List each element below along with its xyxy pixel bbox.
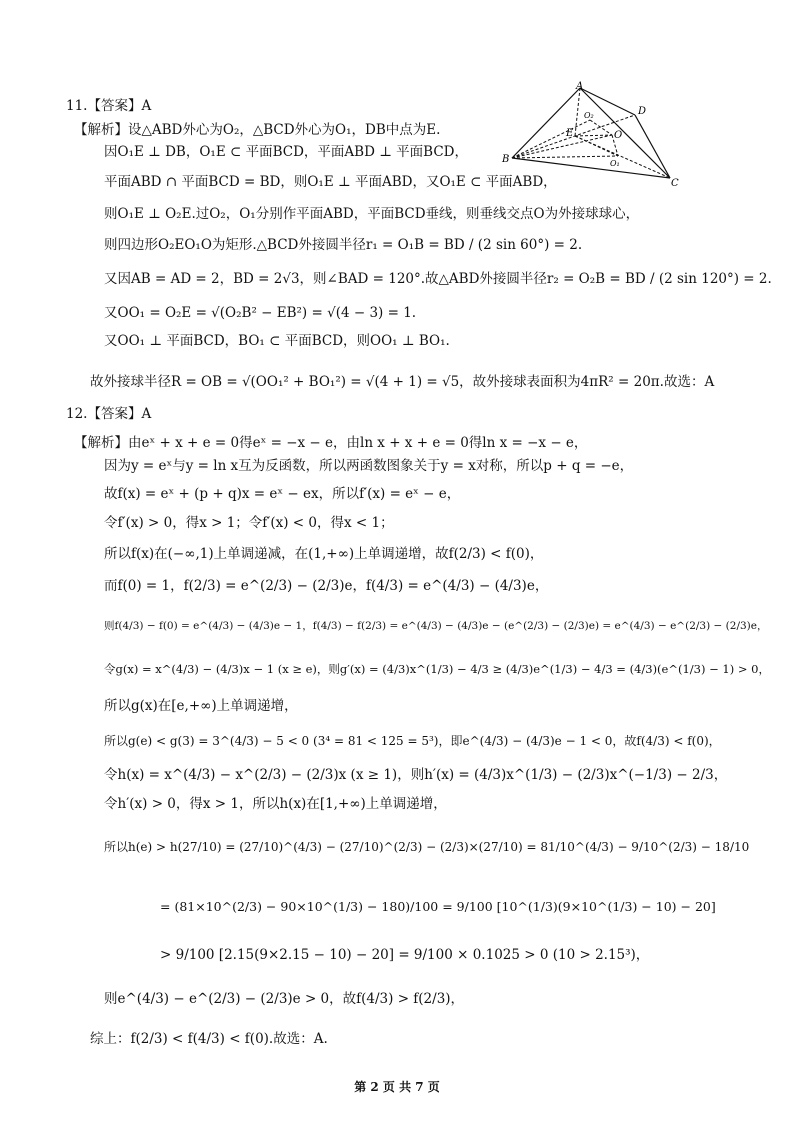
p11-answer: 11.【答案】A <box>66 98 152 114</box>
label-D: D <box>638 106 647 117</box>
edge-BC <box>512 158 670 178</box>
tetrahedron-figure <box>500 80 690 190</box>
label-O2: O₂ <box>584 111 594 120</box>
p11-line-4: 则O₁E ⊥ O₂E.过O₂，O₁分别作平面ABD，平面BCD垂线，则垂线交点O为外接球球心， <box>104 206 640 222</box>
label-O1: O₁ <box>610 159 620 168</box>
label-O: O <box>614 130 623 141</box>
seg-BO2 <box>512 120 590 158</box>
seg-AE <box>575 88 580 136</box>
edge-AB <box>512 88 580 158</box>
label-C: C <box>671 178 679 189</box>
page-footer: 第 2 页 共 7 页 <box>354 1080 440 1094</box>
p12-answer: 12.【答案】A <box>66 406 152 422</box>
label-A: A <box>576 81 584 92</box>
p12-line-15: > 9/100 [2.15(9×2.15 − 10) − 20] = 9/100 × 0.1025 > 0 (10 > 2.15³)， <box>160 947 650 963</box>
label-B: B <box>502 154 510 165</box>
p12-line-4: 令f′(x) > 0，得x > 1；令f′(x) < 0，得x < 1； <box>104 515 394 531</box>
p12-line-3: 故f(x) = eˣ + (p + q)x = eˣ − ex，所以f′(x) = eˣ − e， <box>104 486 461 502</box>
p11-line-2: 因O₁E ⊥ DB，O₁E ⊂ 平面BCD，平面ABD ⊥ 平面BCD， <box>104 144 469 160</box>
p12-line-5: 所以f(x)在(−∞,1)上单调递减，在(1,+∞)上单调递增，故f(2/3) < f(0)， <box>104 546 544 562</box>
edge-AC <box>580 88 670 178</box>
p11-line-6: 又因AB = AD = 2，BD = 2√3，则∠BAD = 120°.故△ABD外接圆半径r₂ = O₂B = BD / (2 sin 120°) = 2. <box>104 271 772 287</box>
p12-line-7: 则f(4/3) − f(0) = e^(4/3) − (4/3)e − 1，f(4/3) − f(2/3) = e^(4/3) − (4/3)e − (e^(2/3) − (2/3)e) = e^(4/3) − e^(2/3) − (2/3)e， <box>104 620 768 632</box>
p11-line-5: 则四边形O₂EO₁O为矩形.△BCD外接圆半径r₁ = O₁B = BD / (2 sin 60°) = 2. <box>104 237 583 253</box>
label-E: E <box>566 128 574 139</box>
p12-line-8: 令g(x) = x^(4/3) − (4/3)x − 1 (x ≥ e)，则g′(x) = (4/3)x^(1/3) − 4/3 ≥ (4/3)e^(1/3) − 4/3 = (4/3)(e^(1/3) − 1) > 0， <box>104 662 770 676</box>
p11-line-9: 故外接球半径R = OB = √(OO₁² + BO₁²) = √(4 + 1) = √5，故外接球表面积为4πR² = 20π.故选：A <box>90 374 715 390</box>
p12-line-1: 【解析】由eˣ + x + e = 0得eˣ = −x − e，由ln x + x + e = 0得ln x = −x − e， <box>74 435 588 451</box>
p11-line-8: 又OO₁ ⊥ 平面BCD，BO₁ ⊂ 平面BCD，则OO₁ ⊥ BO₁. <box>104 333 450 349</box>
p12-line-17: 综上：f(2/3) < f(4/3) < f(0).故选：A. <box>90 1031 328 1047</box>
p12-line-14: = (81×10^(2/3) − 90×10^(1/3) − 180)/100 = 9/100 [10^(1/3)(9×10^(1/3) − 10) − 20] <box>160 899 716 914</box>
p12-line-10: 所以g(e) < g(3) = 3^(4/3) − 5 < 0 (3⁴ = 81 < 125 = 5³)，即e^(4/3) − (4/3)e − 1 < 0，故f(4/3) < f(0)， <box>104 734 721 748</box>
p12-line-13: 所以h(e) > h(27/10) = (27/10)^(4/3) − (27/10)^(2/3) − (2/3)×(27/10) = 81/10^(4/3) − 9/10^(2/3) − 18/10 <box>104 840 750 854</box>
seg-O2O <box>590 120 612 135</box>
p12-line-6: 而f(0) = 1，f(2/3) = e^(2/3) − (2/3)e，f(4/3) = e^(4/3) − (4/3)e， <box>104 578 549 594</box>
p12-line-11: 令h(x) = x^(4/3) − x^(2/3) − (2/3)x (x ≥ 1)，则h′(x) = (4/3)x^(1/3) − (2/3)x^(−1/3) − 2/3， <box>104 767 728 783</box>
p12-line-2: 因为y = eˣ与y = ln x互为反函数，所以两函数图象关于y = x对称，所以p + q = −e， <box>104 458 634 474</box>
p12-line-12: 令h′(x) > 0，得x > 1，所以h(x)在[1,+∞)上单调递增， <box>104 796 447 812</box>
p12-line-16: 则e^(4/3) − e^(2/3) − (2/3)e > 0，故f(4/3) > f(2/3)， <box>104 991 465 1007</box>
p11-line-1: 【解析】设△ABD外心为O₂，△BCD外心为O₁，DB中点为E. <box>74 122 441 138</box>
edge-DC <box>635 115 670 178</box>
p11-line-7: 又OO₁ = O₂E = √(O₂B² − EB²) = √(4 − 3) = 1. <box>104 305 417 321</box>
seg-BO <box>512 135 612 158</box>
seg-BO1 <box>512 156 618 158</box>
p12-line-9: 所以g(x)在[e,+∞)上单调递增， <box>104 698 298 714</box>
p11-line-3: 平面ABD ∩ 平面BCD = BD，则O₁E ⊥ 平面ABD，又O₁E ⊂ 平面ABD， <box>104 174 557 190</box>
